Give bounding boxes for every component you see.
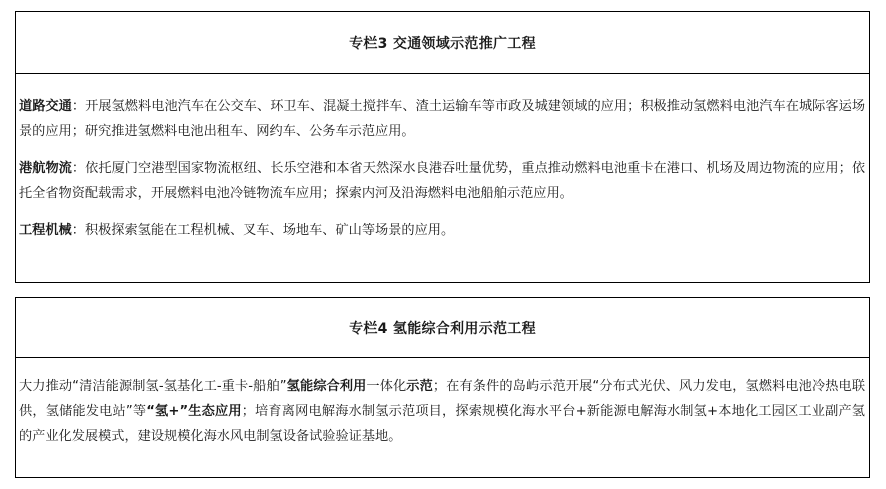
column-title-4: 专栏4 氢能综合利用示范工程 <box>16 298 869 358</box>
column-title-3: 专栏3 交通领域示范推广工程 <box>16 12 869 74</box>
paragraph-lead: 道路交通 <box>19 99 72 114</box>
paragraph-separator: ： <box>71 223 85 238</box>
text-segment: 一体化 <box>366 379 407 394</box>
paragraph-text: 开展氢燃料电池汽车在公交车、环卫车、混凝土搅拌车、渣土运输车等市政及城建领域的应用；积极推动氢燃料电池汽车在城际客运场景的应用；研究推进氢燃料电池出租车、网约车、公务车示范应用。 <box>19 99 866 139</box>
paragraph-text: 依托厦门空港型国家物流枢纽、长乐空港和本省天然深水良港吞吐量优势，重点推动燃料电池重卡在港口、机场及周边物流的应用；依托全省物资配载需求，开展燃料电池冷链物流车应用；探索内河及沿海燃料电池船舶示范应用。 <box>19 161 866 201</box>
emphasis-segment: “氢+”生态应用 <box>146 404 242 419</box>
column-body-3 <box>16 74 869 243</box>
column-box-4 <box>15 297 870 478</box>
paragraph-hydrogen-integrated-use <box>19 374 865 449</box>
paragraph-separator: ： <box>71 99 86 114</box>
paragraph-port-logistics <box>19 156 865 206</box>
paragraph-text: 积极探索氢能在工程机械、叉车、场地车、矿山等场景的应用。 <box>84 223 455 238</box>
paragraph-road-transport <box>19 94 865 144</box>
paragraph-lead: 工程机械 <box>19 223 72 238</box>
text-segment: ；在有条件的岛屿示范开展“分布式光伏、风力发电，氢燃料电池冷热电联供，氢储能发电站”等 <box>19 379 866 419</box>
emphasis-segment: 示范 <box>406 379 433 394</box>
emphasis-segment: 氢能综合利用 <box>286 379 367 394</box>
column-body-4 <box>16 358 869 449</box>
column-box-3 <box>15 11 870 283</box>
text-segment: ；培育离网电解海水制氢示范项目，探索规模化海水平台+新能源电解海水制氢+本地化工园区工业副产氢的产业化发展模式，建设规模化海水风电制氢设备试验验证基地。 <box>19 404 865 444</box>
paragraph-lead: 港航物流 <box>19 161 72 176</box>
paragraph-separator: ： <box>71 161 86 176</box>
paragraph-engineering-machinery <box>19 218 865 243</box>
text-segment: 大力推动“清洁能源制氢-氢基化工-重卡-船舶” <box>19 379 287 394</box>
